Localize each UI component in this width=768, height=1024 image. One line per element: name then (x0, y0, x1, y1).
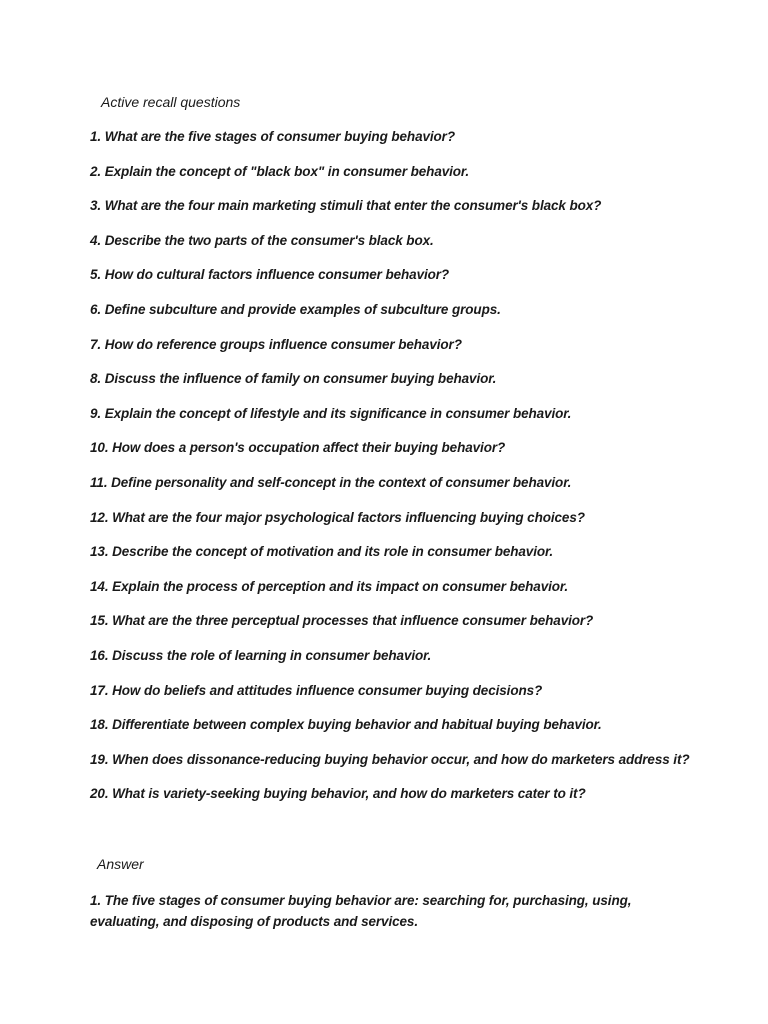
question-item: 17. How do beliefs and attitudes influence consumer buying decisions? (90, 682, 543, 698)
question-item: 11. Define personality and self-concept in the context of consumer behavior. (90, 474, 572, 490)
question-item: 14. Explain the process of perception and its impact on consumer behavior. (90, 578, 568, 594)
question-item: 1. What are the five stages of consumer buying behavior? (90, 129, 455, 144)
question-item: 6. Define subculture and provide examples of subculture groups. (90, 301, 501, 317)
question-list (90, 127, 740, 819)
question-item: 15. What are the three perceptual processes that influence consumer behavior? (90, 613, 594, 629)
question-item: 18. Differentiate between complex buying behavior and habitual buying behavior. (90, 717, 602, 733)
questions-heading: Active recall questions (101, 94, 241, 110)
question-item: 3. What are the four main marketing stimuli that enter the consumer's black box? (90, 198, 602, 214)
question-item: 16. Discuss the role of learning in consumer behavior. (90, 647, 432, 663)
question-item: 19. When does dissonance-reducing buying behavior occur, and how do marketers address it? (90, 751, 690, 767)
question-item: 7. How do reference groups influence consumer behavior? (90, 336, 462, 352)
question-item: 13. Describe the concept of motivation and its role in consumer behavior. (90, 544, 554, 560)
question-item: 5. How do cultural factors influence consumer behavior? (90, 267, 450, 283)
answer-heading: Answer (97, 856, 144, 872)
question-item: 4. Describe the two parts of the consumer's black box. (90, 232, 434, 248)
question-item: 9. Explain the concept of lifestyle and its significance in consumer behavior. (90, 405, 572, 421)
question-item: 10. How does a person's occupation affect their buying behavior? (90, 440, 506, 456)
question-item: 12. What are the four major psychological factors influencing buying choices? (90, 509, 585, 525)
question-item: 8. Discuss the influence of family on consumer buying behavior. (90, 371, 497, 387)
answer-paragraph: 1. The five stages of consumer buying behavior are: searching for, purchasing, using, evaluating, and disposing of products and services. (90, 893, 632, 929)
question-item: 2. Explain the concept of "black box" in consumer behavior. (90, 163, 469, 179)
question-item: 20. What is variety-seeking buying behavior, and how do marketers cater to it? (90, 786, 586, 802)
